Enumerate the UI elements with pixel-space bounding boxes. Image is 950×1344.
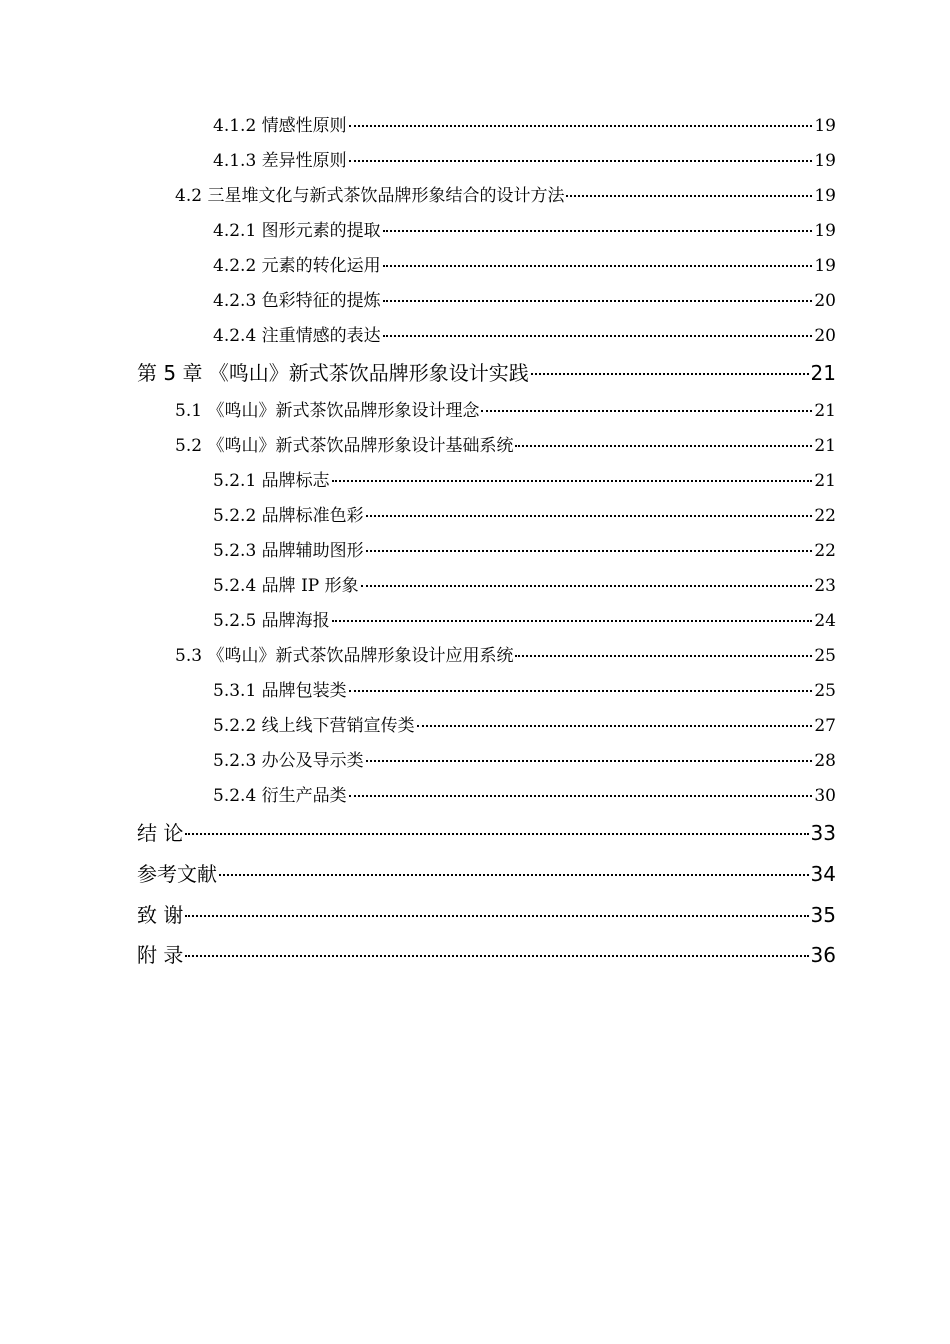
dot-leader (566, 195, 812, 197)
dot-leader (531, 373, 809, 375)
toc-entry[interactable] (175, 186, 836, 206)
toc-entry[interactable] (213, 291, 836, 311)
dot-leader (349, 690, 813, 692)
toc-entry-page: 23 (814, 576, 836, 596)
toc-entry-page: 19 (814, 116, 836, 136)
toc-entry-title: 4.2.3 色彩特征的提炼 (213, 291, 381, 311)
toc-entry[interactable] (213, 611, 836, 631)
dot-leader (185, 915, 808, 917)
toc-entry-page: 19 (814, 221, 836, 241)
toc-entry-page: 19 (814, 151, 836, 171)
dot-leader (332, 480, 813, 482)
dot-leader (349, 795, 813, 797)
toc-entry-title: 4.2.2 元素的转化运用 (213, 256, 381, 276)
dot-leader (366, 515, 813, 517)
toc-entry[interactable] (213, 151, 836, 171)
dot-leader (349, 160, 813, 162)
toc-entry-page: 28 (814, 751, 836, 771)
toc-chapter-entry[interactable] (137, 943, 836, 967)
toc-entry-title: 5.2 《鸣山》新式茶饮品牌形象设计基础系统 (175, 436, 514, 456)
dot-leader (349, 125, 813, 127)
toc-entry-page: 19 (814, 186, 836, 206)
toc-entry-page: 27 (814, 716, 836, 736)
toc-entry-title: 5.2.1 品牌标志 (213, 471, 330, 491)
toc-entry-page: 21 (814, 401, 836, 421)
toc-entry-page: 25 (814, 681, 836, 701)
toc-entry-title: 5.2.2 品牌标准色彩 (213, 506, 364, 526)
toc-entry[interactable] (213, 681, 836, 701)
toc-entry[interactable] (213, 116, 836, 136)
toc-entry-title: 致 谢 (137, 903, 184, 927)
toc-entry-page: 20 (814, 291, 836, 311)
toc-entry-title: 4.2 三星堆文化与新式茶饮品牌形象结合的设计方法 (175, 186, 565, 206)
toc-entry-title: 5.1 《鸣山》新式茶饮品牌形象设计理念 (175, 401, 480, 421)
toc-entry-title: 5.3.1 品牌包装类 (213, 681, 347, 701)
toc-entry[interactable] (175, 646, 836, 666)
dot-leader (383, 230, 813, 232)
dot-leader (219, 874, 809, 876)
toc-entry[interactable] (213, 716, 836, 736)
toc-entry-page: 36 (810, 943, 836, 967)
toc-entry-title: 4.1.3 差异性原则 (213, 151, 347, 171)
toc-entry-page: 21 (814, 436, 836, 456)
toc-entry[interactable] (175, 436, 836, 456)
toc-entry[interactable] (213, 576, 836, 596)
toc-entry[interactable] (213, 256, 836, 276)
dot-leader (383, 265, 813, 267)
dot-leader (417, 725, 813, 727)
toc-entry[interactable] (175, 401, 836, 421)
toc-entry-title: 4.2.4 注重情感的表达 (213, 326, 381, 346)
toc-entry-page: 19 (814, 256, 836, 276)
toc-entry-page: 22 (814, 506, 836, 526)
toc-entry-title: 5.2.2 线上线下营销宣传类 (213, 716, 415, 736)
toc-entry-page: 35 (810, 903, 836, 927)
toc-entry-page: 22 (814, 541, 836, 561)
dot-leader (366, 550, 813, 552)
dot-leader (515, 655, 812, 657)
toc-entry[interactable] (213, 786, 836, 806)
toc-entry-title: 第 5 章 《鸣山》新式茶饮品牌形象设计实践 (137, 361, 529, 385)
toc-entry-page: 30 (814, 786, 836, 806)
dot-leader (515, 445, 812, 447)
toc-chapter-entry[interactable] (137, 903, 836, 927)
toc-entry-title: 附 录 (137, 943, 184, 967)
toc-chapter-entry[interactable] (137, 862, 836, 886)
dot-leader (332, 620, 813, 622)
toc-entry-page: 21 (814, 471, 836, 491)
toc-entry[interactable] (213, 221, 836, 241)
toc-entry[interactable] (213, 326, 836, 346)
toc-entry-page: 34 (810, 862, 836, 886)
toc-entry-page: 33 (810, 821, 836, 845)
dot-leader (185, 955, 808, 957)
toc-entry-title: 4.2.1 图形元素的提取 (213, 221, 381, 241)
toc-entry[interactable] (213, 751, 836, 771)
toc-entry-page: 20 (814, 326, 836, 346)
toc-chapter-entry[interactable] (137, 821, 836, 845)
toc-entry-page: 21 (810, 361, 836, 385)
toc-entry[interactable] (213, 541, 836, 561)
toc-entry-title: 4.1.2 情感性原则 (213, 116, 347, 136)
toc-entry-title: 结 论 (137, 821, 184, 845)
toc-entry-title: 5.2.3 办公及导示类 (213, 751, 364, 771)
toc-entry[interactable] (213, 471, 836, 491)
dot-leader (185, 833, 808, 835)
dot-leader (383, 335, 813, 337)
toc-entry-title: 5.2.3 品牌辅助图形 (213, 541, 364, 561)
dot-leader (481, 410, 812, 412)
toc-chapter-entry[interactable] (137, 361, 836, 385)
toc-entry-page: 24 (814, 611, 836, 631)
toc-entry-title: 5.2.4 衍生产品类 (213, 786, 347, 806)
dot-leader (361, 585, 813, 587)
toc-entry-title: 5.3 《鸣山》新式茶饮品牌形象设计应用系统 (175, 646, 514, 666)
dot-leader (383, 300, 813, 302)
toc-entry-title: 5.2.5 品牌海报 (213, 611, 330, 631)
toc-entry-title: 5.2.4 品牌 IP 形象 (213, 576, 359, 596)
toc-entry-title: 参考文献 (137, 862, 217, 886)
toc-entry-page: 25 (814, 646, 836, 666)
dot-leader (366, 760, 813, 762)
toc-entry[interactable] (213, 506, 836, 526)
